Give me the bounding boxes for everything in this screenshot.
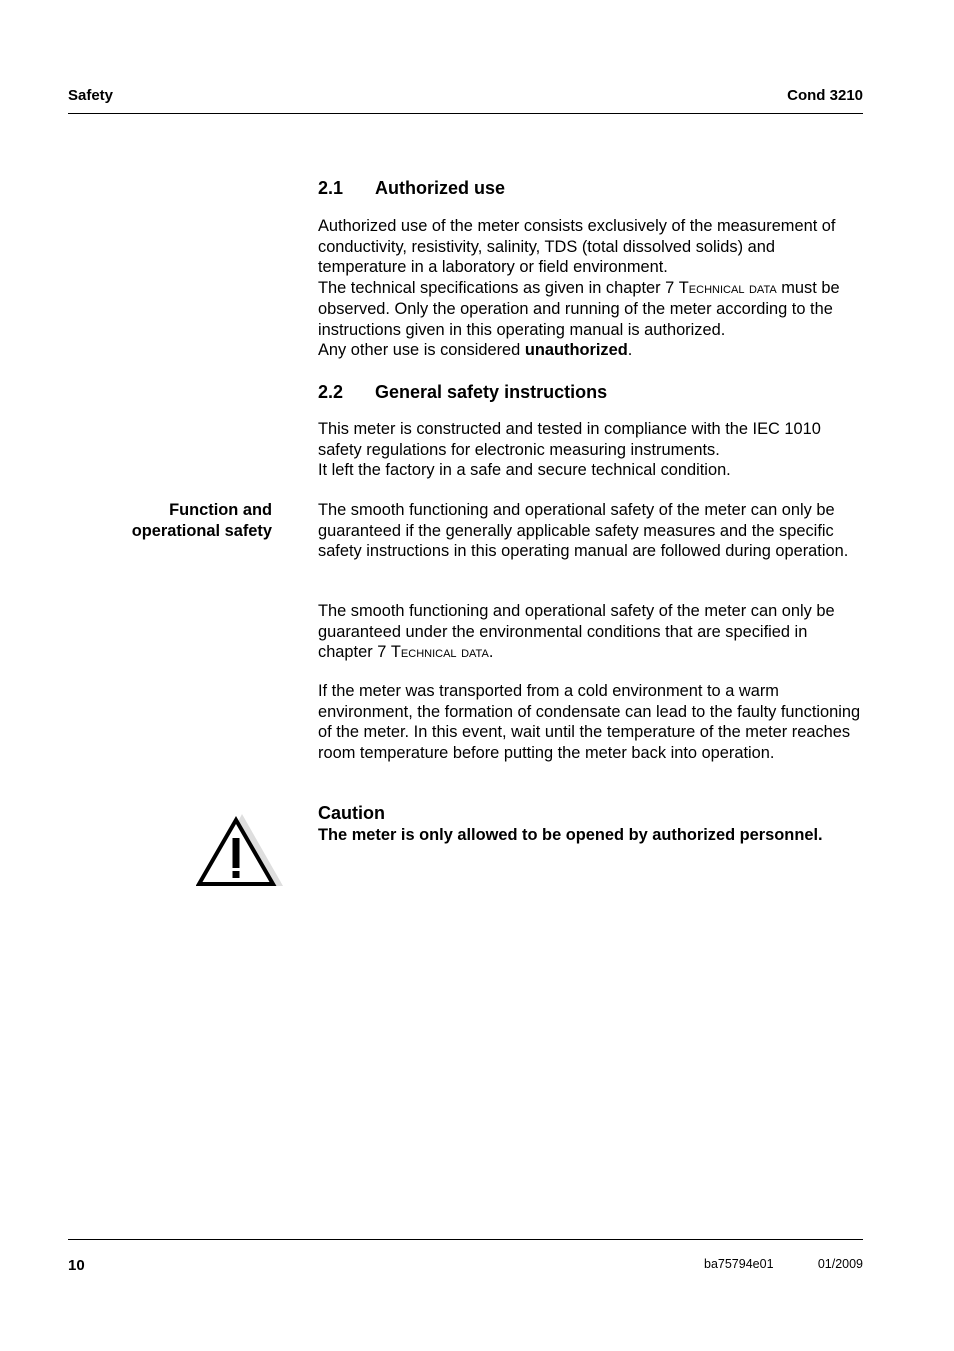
chapter-reference: Technical data [390,643,489,662]
page-number: 10 [68,1257,85,1274]
compliance-p1b: It left the factory in a safe and secure technical condition. [318,461,731,480]
authorized-use-text [318,216,866,361]
compliance-text [318,419,866,481]
side-label-function-safety [68,500,272,541]
compliance-p1: This meter is constructed and tested in compliance with the IEC 1010 safety regulations for electronic measuring instruments. [318,420,821,459]
header-divider [68,113,863,114]
authorized-use-p3-end: . [627,341,633,360]
section-2-1-heading [318,177,505,199]
document-id: ba75794e01 [704,1257,774,1271]
caution-text: The meter is only allowed to be opened by authorized personnel. [318,826,823,844]
document-date: 01/2009 [817,1257,863,1271]
section-number: 2.1 [318,178,344,198]
authorized-use-p2-end: must be observed. Only the operation and running of the meter according to the instructions given in this operating manual is authorized. [318,279,840,339]
function-safety-p2-start: The smooth functioning and operational safety of the meter can only be guaranteed under the environmental conditions that are specified in chapter 7 [318,602,835,662]
function-safety-p1: The smooth functioning and operational safety of the meter can only be guaranteed if the generally applicable safety measures and the specific safety instructions in this operating manual are followed during operation. [318,501,849,561]
section-title: Authorized use [375,178,506,198]
function-safety-p2 [318,601,866,663]
authorized-use-p1: Authorized use of the meter consists exclusively of the measurement of conductivity, resistivity, salinity, TDS (total dissolved solids) and temperature in a laboratory or field environment. [318,217,836,277]
unauthorized-emphasis: unauthorized [524,341,628,360]
authorized-use-p2-start: The technical specifications as given in chapter 7 [318,279,679,298]
side-label-line1: Function and [169,501,272,519]
section-number: 2.2 [318,382,344,402]
chapter-reference: Technical data [678,279,777,298]
warning-triangle-icon [196,808,286,890]
authorized-use-p3-start: Any other use is considered [318,341,525,360]
footer-divider [68,1239,863,1240]
condensation-warning-text: If the meter was transported from a cold environment to a warm environment, the formation of condensate can lead to the faulty functioning of the meter. In this event, wait until the temperature of the meter reaches room temperature before putting the meter back into operation. [318,682,861,763]
section-2-2-heading [318,381,607,403]
function-safety-p2-end: . [488,643,494,662]
side-label-line2: operational safety [131,521,272,540]
section-title: General safety instructions [375,382,608,402]
caution-title: Caution [318,803,385,823]
header-section-title: Safety [68,87,114,104]
header-product-name: Cond 3210 [787,87,863,104]
